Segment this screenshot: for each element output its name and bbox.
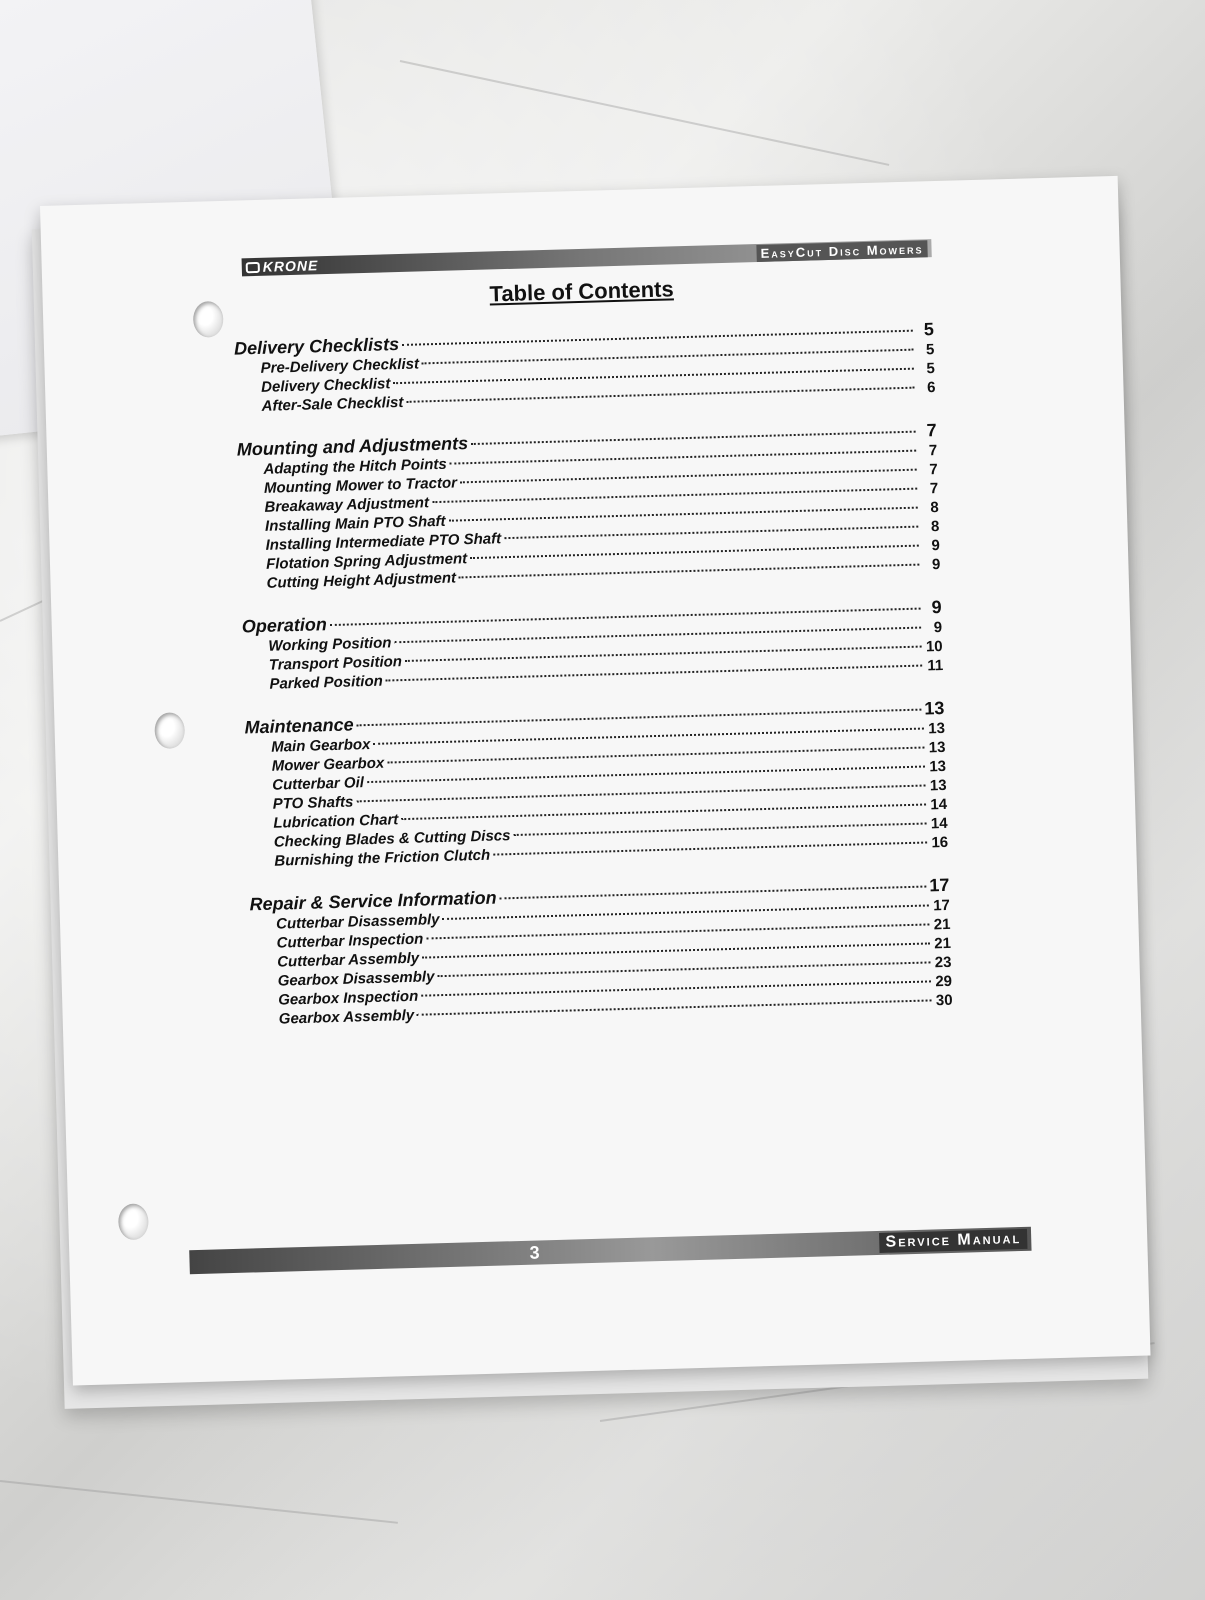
- toc-entry-label: Checking Blades & Cutting Discs: [273, 827, 511, 851]
- toc-entry-page: 21: [933, 915, 951, 934]
- toc-entry-label: Delivery Checklist: [260, 375, 391, 396]
- toc-entry-page: 17: [929, 874, 950, 896]
- toc-entry-page: 29: [935, 972, 953, 991]
- toc-entry-page: 14: [930, 795, 948, 814]
- toc-entry-label: Lubrication Chart: [273, 811, 399, 832]
- toc-entry-page: 9: [931, 556, 941, 574]
- table-of-contents: [234, 319, 954, 1052]
- toc-entry-page: 9: [933, 618, 943, 637]
- toc-entry-label: Pre-Delivery Checklist: [260, 355, 420, 377]
- toc-entry-label: Cutterbar Disassembly: [275, 911, 440, 933]
- dot-leader: [504, 526, 918, 540]
- toc-entry-label: Mounting and Adjustments: [236, 433, 469, 460]
- dot-leader: [513, 822, 926, 836]
- toc-entry-label: Operation: [241, 614, 328, 637]
- toc-entry-page: 13: [924, 697, 945, 719]
- toc-entry-page: 10: [925, 637, 943, 656]
- toc-section: [234, 319, 936, 418]
- logo-text: KRONE: [262, 257, 319, 275]
- toc-entry-page: 13: [928, 738, 946, 757]
- toc-entry-page: 13: [929, 757, 947, 776]
- toc-entry-page: 17: [932, 896, 951, 915]
- toc-entry-page: 23: [934, 953, 952, 972]
- toc-entry-label: PTO Shafts: [272, 793, 354, 813]
- toc-entry-label: Installing Intermediate PTO Shaft: [265, 530, 502, 554]
- toc-entry-label: Transport Position: [268, 653, 403, 674]
- toc-entry-page: 21: [934, 934, 952, 953]
- dot-leader: [500, 886, 927, 900]
- toc-entry-label: Gearbox Assembly: [278, 1006, 415, 1028]
- toc-entry-page: 11: [927, 656, 944, 675]
- manual-name: Service Manual: [879, 1229, 1027, 1253]
- toc-entry-page: 7: [929, 480, 939, 498]
- toc-section: [249, 875, 953, 1030]
- toc-entry-page: 9: [931, 596, 942, 618]
- toc-entry-label: Breakaway Adjustment: [264, 494, 430, 516]
- toc-entry-page: 9: [931, 537, 941, 555]
- toc-entry-page: 13: [929, 776, 947, 795]
- toc-entry-page: 14: [930, 814, 948, 833]
- toc-entry-page: 7: [929, 461, 938, 479]
- page-number: 3: [529, 1241, 540, 1263]
- toc-entry-label: Working Position: [268, 634, 392, 655]
- toc-entry-label: Cutterbar Oil: [272, 774, 365, 794]
- toc-entry-label: Cutterbar Assembly: [276, 949, 420, 971]
- toc-section: [237, 420, 941, 594]
- toc-entry-label: Mounting Mower to Tractor: [263, 474, 458, 497]
- page-header: [242, 239, 932, 276]
- product-name: EasyCut Disc Mowers: [756, 240, 927, 262]
- toc-entry-page: 5: [923, 319, 935, 340]
- toc-entry-label: After-Sale Checklist: [261, 393, 404, 415]
- manual-page: [40, 176, 1151, 1386]
- toc-entry-page: 7: [928, 442, 938, 460]
- toc-entry-label: Maintenance: [244, 714, 354, 738]
- toc-section: [244, 698, 948, 872]
- toc-entry-page: 13: [928, 719, 946, 738]
- toc-entry-page: 8: [930, 499, 940, 517]
- toc-entry-label: Cutterbar Inspection: [276, 930, 424, 952]
- page-footer: [189, 1227, 1031, 1275]
- page-title: Table of Contents: [489, 276, 674, 307]
- toc-entry-label: Delivery Checklists: [233, 334, 400, 359]
- krone-logo-icon: [246, 261, 260, 272]
- toc-entry-label: Cutting Height Adjustment: [266, 569, 457, 592]
- toc-entry-page: 5: [926, 360, 936, 378]
- toc-entry-label: Gearbox Inspection: [278, 987, 419, 1009]
- binder-hole: [118, 1203, 149, 1240]
- toc-entry-page: 6: [926, 379, 936, 397]
- marble-vein: [0, 1480, 398, 1524]
- toc-entry-label: Gearbox Disassembly: [277, 968, 435, 990]
- dot-leader: [471, 431, 916, 445]
- toc-entry-label: Parked Position: [269, 672, 384, 693]
- toc-entry-label: Burnishing the Friction Clutch: [274, 846, 491, 870]
- toc-section: [242, 597, 944, 696]
- toc-entry-label: Mower Gearbox: [271, 754, 385, 775]
- binder-hole: [154, 712, 185, 749]
- toc-entry-label: Adapting the Hitch Points: [263, 455, 447, 478]
- toc-entry-page: 7: [926, 420, 937, 441]
- toc-entry-label: Main Gearbox: [270, 735, 371, 756]
- toc-entry-page: 5: [925, 341, 935, 359]
- toc-entry-label: Repair & Service Information: [249, 887, 497, 915]
- toc-entry-page: 30: [935, 991, 953, 1010]
- toc-entry-page: 8: [930, 518, 940, 536]
- toc-entry-page: 16: [931, 833, 949, 852]
- toc-entry-label: Installing Main PTO Shaft: [264, 512, 446, 535]
- marble-vein: [400, 60, 889, 166]
- toc-entry-label: Flotation Spring Adjustment: [265, 550, 468, 573]
- krone-logo: [246, 257, 319, 275]
